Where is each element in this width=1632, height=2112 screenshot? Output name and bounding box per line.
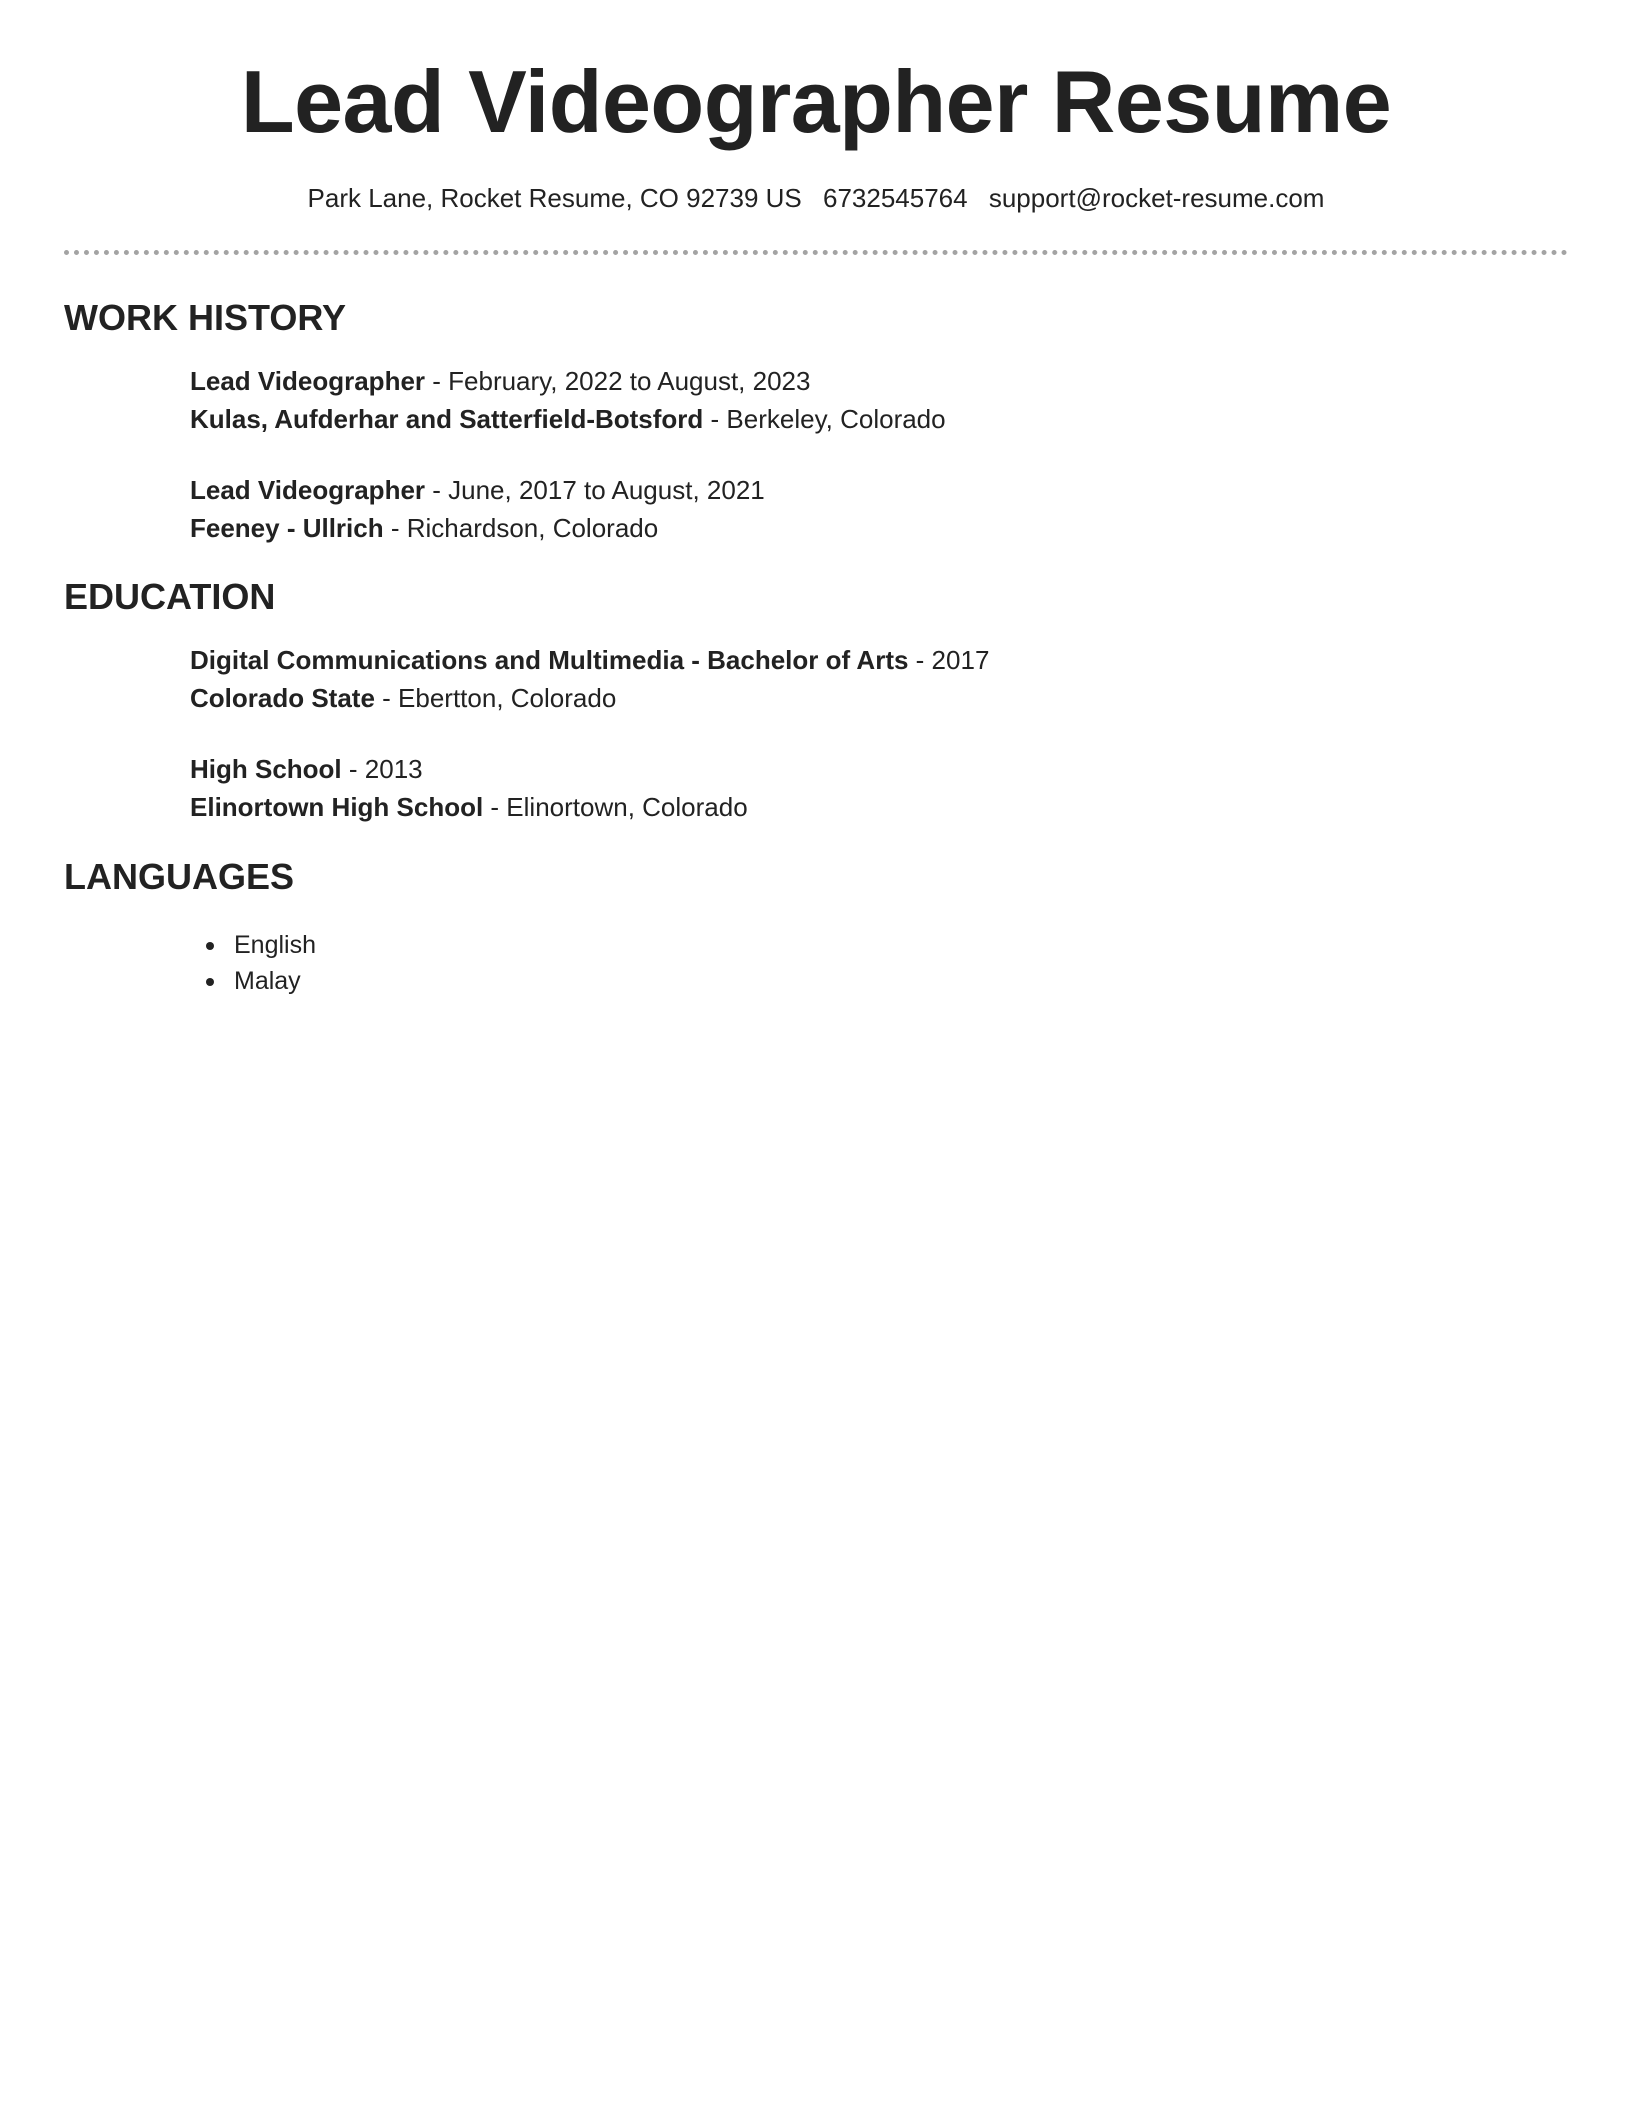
page-title: Lead Videographer Resume: [240, 52, 1392, 151]
list-item: [190, 963, 316, 999]
language-english: English: [234, 931, 316, 959]
language-malay: Malay: [234, 967, 301, 995]
languages-list: [190, 927, 316, 999]
job-1-company-line: [190, 401, 946, 437]
phone-text: 6732545764: [823, 183, 968, 213]
job-1-title: Lead Videographer: [190, 366, 426, 396]
edu-1-degree-line: [190, 642, 989, 678]
work-history-heading: WORK HISTORY: [64, 297, 347, 338]
edu-1-degree: Digital Communications and Multimedia - Bachelor of Arts: [190, 645, 909, 675]
list-item: [190, 927, 316, 963]
edu-2-school: Elinortown High School: [190, 792, 484, 822]
edu-2-degree: High School: [190, 754, 342, 784]
header-divider: [64, 250, 1568, 255]
edu-2-location: - Elinortown, Colorado: [483, 792, 748, 822]
job-2-dates: - June, 2017 to August, 2021: [425, 475, 765, 505]
job-2-company: Feeney - Ullrich: [190, 513, 384, 543]
bullet-icon: [206, 978, 214, 986]
edu-2-year: - 2013: [341, 754, 423, 784]
job-1-title-line: [190, 363, 810, 399]
job-2-company-line: [190, 510, 658, 546]
languages-heading: LANGUAGES: [64, 856, 295, 897]
contact-info: [0, 180, 1632, 216]
job-1-company: Kulas, Aufderhar and Satterfield-Botsford: [190, 404, 704, 434]
bullet-icon: [206, 942, 214, 950]
email-text: support@rocket-resume.com: [988, 183, 1325, 213]
address-text: Park Lane, Rocket Resume, CO 92739 US: [307, 183, 802, 213]
edu-2-school-line: [190, 789, 748, 825]
job-1-dates: - February, 2022 to August, 2023: [425, 366, 811, 396]
education-heading: EDUCATION: [64, 576, 276, 617]
edu-2-degree-line: [190, 751, 423, 787]
job-2-title: Lead Videographer: [190, 475, 426, 505]
job-2-location: - Richardson, Colorado: [383, 513, 659, 543]
edu-1-location: - Ebertton, Colorado: [374, 683, 617, 713]
edu-1-year: - 2017: [908, 645, 990, 675]
job-2-title-line: [190, 472, 765, 508]
edu-1-school: Colorado State: [190, 683, 375, 713]
job-1-location: - Berkeley, Colorado: [703, 404, 946, 434]
edu-1-school-line: [190, 680, 616, 716]
